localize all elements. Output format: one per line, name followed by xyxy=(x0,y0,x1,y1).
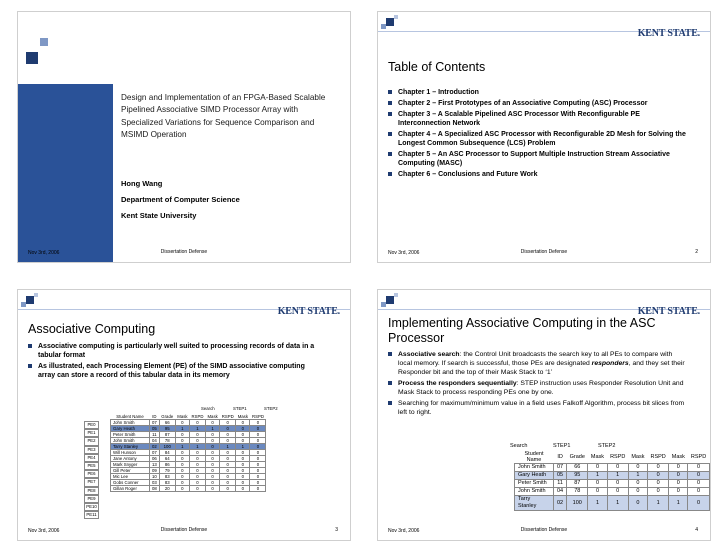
footer-title: Dissertation Defense xyxy=(520,527,568,533)
table-cell: 0 xyxy=(220,438,236,444)
table-cell: 0 xyxy=(236,438,250,444)
list-item: Chapter 3 – A Scalable Pipelined ASC Processor With Reconfigurable PE Interconnection Network xyxy=(388,110,688,128)
table-cell: 0 xyxy=(688,464,709,472)
group-label: STEP2 xyxy=(598,443,616,449)
table-cell: 10 xyxy=(150,474,160,480)
table-cell: 0 xyxy=(205,486,219,492)
table-cell: 1 xyxy=(607,496,628,511)
presentation-title: Design and Implementation of an FPGA-Based Scalable Pipelined Associative SIMD Processor Array with Specialized Variations for Sequence Comparison and MSIMD Operation xyxy=(121,93,326,139)
table-cell: 0 xyxy=(220,450,236,456)
group-label: STEP1 xyxy=(553,443,571,449)
table-cell: 03 xyxy=(150,480,160,486)
table-cell: 11 xyxy=(554,480,567,488)
table-cell: 84 xyxy=(159,450,175,456)
table-cell: 0 xyxy=(250,480,266,486)
table-cell: 0 xyxy=(236,450,250,456)
pe-label: PE4 xyxy=(84,454,99,462)
table-cell: 0 xyxy=(175,456,189,462)
table-cell: 0 xyxy=(250,468,266,474)
table-cell: Mic Lee xyxy=(111,474,150,480)
kent-state-logo: KENT STATE. xyxy=(637,306,700,317)
group-label: Search xyxy=(201,406,215,411)
table-cell: 07 xyxy=(150,450,160,456)
table-cell: 02 xyxy=(554,496,567,511)
table-header-row xyxy=(515,451,710,464)
table-cell: 0 xyxy=(175,468,189,474)
table-cell: 0 xyxy=(190,474,206,480)
table-cell: 0 xyxy=(220,420,236,426)
university: Kent State University xyxy=(121,211,197,220)
table-cell: 04 xyxy=(150,438,160,444)
pe-label: PE10 xyxy=(84,503,99,511)
table-cell: 0 xyxy=(250,450,266,456)
kent-state-logo: KENT STATE. xyxy=(637,28,700,39)
table-cell: Will Hunson xyxy=(111,450,150,456)
bullet-list xyxy=(388,350,688,419)
table-cell: 0 xyxy=(628,488,647,496)
column-header: Student Name xyxy=(524,451,544,463)
table-cell: 0 xyxy=(250,438,266,444)
table-cell: 64 xyxy=(159,456,175,462)
group-label: STEP2 xyxy=(264,406,278,411)
table-cell: 0 xyxy=(250,474,266,480)
pe-label: PE8 xyxy=(84,487,99,495)
footer-date: Nov 3rd, 2006 xyxy=(28,528,60,534)
table-cell: Gill Peter xyxy=(111,468,150,474)
table-cell: 0 xyxy=(250,426,266,432)
table-cell: 0 xyxy=(669,464,688,472)
table-cell: 0 xyxy=(250,462,266,468)
pe-label: PE11 xyxy=(84,511,99,519)
column-header: Mask xyxy=(631,454,645,460)
table-cell: 0 xyxy=(220,480,236,486)
column-header: ID xyxy=(152,414,157,419)
table-cell: 0 xyxy=(588,464,607,472)
table-cell: 0 xyxy=(688,480,709,488)
table-cell: 0 xyxy=(628,480,647,488)
group-label: STEP1 xyxy=(233,406,247,411)
slide-decoration xyxy=(378,12,446,42)
table-cell: 0 xyxy=(236,426,250,432)
slide-number: 2 xyxy=(695,249,698,255)
table-cell: 04 xyxy=(554,488,567,496)
table-cell: 0 xyxy=(688,488,709,496)
table-cell: 0 xyxy=(688,496,709,511)
table-cell: 0 xyxy=(190,468,206,474)
table-cell: Gillan Roger xyxy=(111,486,150,492)
bullet-list xyxy=(28,342,318,382)
table-row xyxy=(111,486,266,492)
table-cell: 1 xyxy=(628,472,647,480)
table-cell: 78 xyxy=(567,488,588,496)
table-cell: Tarry Stanley xyxy=(111,444,150,450)
table-cell: 0 xyxy=(175,480,189,486)
table-cell: 100 xyxy=(159,444,175,450)
slide-number: 4 xyxy=(695,527,698,533)
table-cell: 0 xyxy=(250,444,266,450)
table-cell: 83 xyxy=(159,480,175,486)
list-item: Searching for maximum/minimum value in a field uses Falkoff Algorithm, process bit slices from left to right. xyxy=(388,399,688,417)
column-header: Mask xyxy=(207,414,218,419)
pe-label: PE6 xyxy=(84,470,99,478)
table-row xyxy=(515,496,710,511)
column-header: RSPD xyxy=(690,454,707,460)
column-header: RSPD xyxy=(221,414,234,419)
table-cell: Gary Heath xyxy=(111,426,150,432)
table-cell: 0 xyxy=(205,432,219,438)
group-label: Search xyxy=(510,443,528,449)
table-cell: 0 xyxy=(190,456,206,462)
table-cell: 0 xyxy=(250,456,266,462)
pe-table xyxy=(110,414,266,492)
table-cell: 0 xyxy=(669,472,688,480)
table-row xyxy=(515,472,710,480)
table-cell: Gary Heath xyxy=(515,472,554,480)
table-cell: 0 xyxy=(205,450,219,456)
table-cell: 07 xyxy=(554,464,567,472)
column-header: ID xyxy=(557,454,563,460)
table-cell: 0 xyxy=(607,488,628,496)
table-cell: 0 xyxy=(220,474,236,480)
table-cell: 1 xyxy=(175,426,189,432)
slide-decoration xyxy=(18,290,86,320)
table-row xyxy=(515,464,710,472)
table-cell: 1 xyxy=(669,496,688,511)
table-cell: John Smith xyxy=(515,488,554,496)
table-cell: 0 xyxy=(250,420,266,426)
pe-label: PE1 xyxy=(84,429,99,437)
slide-1 xyxy=(17,11,351,263)
table-cell: 1 xyxy=(607,472,628,480)
table-cell: 0 xyxy=(628,496,647,511)
table-cell: 0 xyxy=(236,486,250,492)
table-cell: John Smith xyxy=(111,438,150,444)
column-header: RSPD xyxy=(610,454,626,460)
table-cell: 0 xyxy=(647,472,668,480)
list-item: Chapter 1 – Introduction xyxy=(388,88,688,97)
table-cell: 0 xyxy=(190,420,206,426)
table-cell: 0 xyxy=(236,432,250,438)
table-cell: John Smith xyxy=(111,420,150,426)
slide-2 xyxy=(377,11,711,263)
column-header: Mask xyxy=(671,454,685,460)
footer-date: Nov 3rd, 2006 xyxy=(388,528,420,534)
table-cell: 0 xyxy=(588,480,607,488)
table-row xyxy=(515,488,710,496)
pe-label: PE3 xyxy=(84,446,99,454)
table-cell: 0 xyxy=(250,432,266,438)
slide-number: 3 xyxy=(335,527,338,533)
table-cell: 0 xyxy=(220,462,236,468)
table-cell: Gobs Conner xyxy=(111,480,150,486)
author-block xyxy=(121,177,240,225)
table-cell: 0 xyxy=(220,432,236,438)
pe-label: PE9 xyxy=(84,495,99,503)
table-cell: 0 xyxy=(175,420,189,426)
table-cell: 1 xyxy=(588,472,607,480)
table-cell: 0 xyxy=(236,474,250,480)
table-cell: 08 xyxy=(150,486,160,492)
table-cell: 0 xyxy=(607,464,628,472)
table-cell: 0 xyxy=(669,488,688,496)
table-cell: 0 xyxy=(190,480,206,486)
table-cell: 0 xyxy=(175,432,189,438)
footer-title: Dissertation Defense xyxy=(520,249,568,255)
table-cell: 66 xyxy=(567,464,588,472)
table-cell: 0 xyxy=(220,426,236,432)
table-cell: 87 xyxy=(567,480,588,488)
table-cell: 0 xyxy=(190,486,206,492)
pe-column xyxy=(84,421,99,519)
table-cell: 13 xyxy=(150,462,160,468)
table-cell: 11 xyxy=(150,432,160,438)
table-cell: 83 xyxy=(159,474,175,480)
table-cell: 1 xyxy=(190,444,206,450)
pe-label: PE0 xyxy=(84,421,99,429)
table-cell: 1 xyxy=(588,496,607,511)
column-header: Grade xyxy=(161,414,174,419)
pe-label: PE7 xyxy=(84,478,99,486)
table-cell: 1 xyxy=(175,444,189,450)
footer-date: Nov 3rd, 2006 xyxy=(28,250,60,256)
table-cell: Peter Smith xyxy=(111,432,150,438)
list-item: Chapter 4 – A Specialized ASC Processor with Reconfigurable 2D Mesh for Solving the Longest Common Subsequence (LCS) Problem xyxy=(388,130,688,148)
title-sidebar xyxy=(18,12,113,262)
table-cell: 1 xyxy=(647,496,668,511)
table-cell: 0 xyxy=(205,438,219,444)
list-item: Associative computing is particularly well suited to processing records of data in a tabular format xyxy=(28,342,318,360)
table-cell: 07 xyxy=(150,420,160,426)
table-cell: 79 xyxy=(159,468,175,474)
table-cell: Peter Smith xyxy=(515,480,554,488)
table-cell: 0 xyxy=(175,450,189,456)
table-cell: 06 xyxy=(150,456,160,462)
slide-3 xyxy=(17,289,351,541)
table-cell: 0 xyxy=(190,450,206,456)
table-cell: 09 xyxy=(150,468,160,474)
table-cell: 1 xyxy=(190,426,206,432)
table-cell: 0 xyxy=(175,486,189,492)
table-cell: 0 xyxy=(205,420,219,426)
table-cell: 0 xyxy=(688,472,709,480)
column-header: RSPD xyxy=(251,414,264,419)
table-cell: 0 xyxy=(236,420,250,426)
kent-state-logo: KENT STATE. xyxy=(277,306,340,317)
department: Department of Computer Science xyxy=(121,195,240,204)
slide-title: Associative Computing xyxy=(28,322,156,336)
table-cell: 0 xyxy=(190,438,206,444)
table-cell: 0 xyxy=(205,462,219,468)
table-cell: Jane Antony xyxy=(111,456,150,462)
table-cell: 78 xyxy=(159,438,175,444)
table-cell: 1 xyxy=(220,444,236,450)
table-cell: 0 xyxy=(236,462,250,468)
table-cell: Tarry Stanley xyxy=(515,496,554,511)
list-item: Chapter 2 – First Prototypes of an Associative Computing (ASC) Processor xyxy=(388,99,688,108)
slide-title: Table of Contents xyxy=(388,60,486,74)
table-cell: 0 xyxy=(647,488,668,496)
column-header: RSPD xyxy=(650,454,666,460)
author-name: Hong Wang xyxy=(121,179,163,188)
table-cell: 95 xyxy=(567,472,588,480)
table-cell: 100 xyxy=(567,496,588,511)
pe-label: PE2 xyxy=(84,437,99,445)
table-cell: 0 xyxy=(205,480,219,486)
table-cell: 0 xyxy=(205,474,219,480)
table-cell: 20 xyxy=(159,486,175,492)
list-item: Associative search: the Control Unit broadcasts the search key to all PEs to compare with local memory. If search is successful, those PEs are designated responders, and they set their Responder bit and the top of their Mask Stack to ‘1’ xyxy=(388,350,688,377)
table-cell: 0 xyxy=(669,480,688,488)
table-cell: 0 xyxy=(190,462,206,468)
table-cell: 0 xyxy=(205,444,219,450)
column-header: Grade xyxy=(569,454,585,460)
slide-4 xyxy=(377,289,711,541)
column-header: Mask xyxy=(590,454,605,460)
table-cell: 05 xyxy=(150,426,160,432)
list-item: Process the responders sequentially: STEP instruction uses Responder Resolution Unit and Mask Stack to process responding PEs one by one. xyxy=(388,379,688,397)
table-cell: 0 xyxy=(190,432,206,438)
list-item: As illustrated, each Processing Element (PE) of the SIMD associative computing array can store a record of this tabular data in its memory xyxy=(28,362,318,380)
table-row xyxy=(515,480,710,488)
table-cell: 0 xyxy=(236,456,250,462)
table-cell: Mark Snyger xyxy=(111,462,150,468)
table-cell: 0 xyxy=(175,438,189,444)
table-cell: 95 xyxy=(159,426,175,432)
table-cell: 0 xyxy=(647,464,668,472)
table-cell: 0 xyxy=(250,486,266,492)
footer-title: Dissertation Defense xyxy=(160,249,208,255)
table-cell: 66 xyxy=(159,420,175,426)
table-cell: 02 xyxy=(150,444,160,450)
table-cell: 0 xyxy=(220,468,236,474)
table-cell: 0 xyxy=(175,474,189,480)
table-cell: 1 xyxy=(236,444,250,450)
column-header: Mask xyxy=(237,414,248,419)
slide-title: Implementing Associative Computing in the ASC Processor xyxy=(388,316,656,345)
table-cell: 87 xyxy=(159,432,175,438)
column-header: Mask xyxy=(177,414,188,419)
table-cell: 1 xyxy=(205,426,219,432)
table-cell: John Smith xyxy=(515,464,554,472)
footer-date: Nov 3rd, 2006 xyxy=(388,250,420,256)
student-table xyxy=(514,451,710,511)
table-cell: 0 xyxy=(205,456,219,462)
footer-title: Dissertation Defense xyxy=(160,527,208,533)
table-cell: 0 xyxy=(647,480,668,488)
column-header: RSPD xyxy=(191,414,204,419)
table-cell: 0 xyxy=(220,486,236,492)
table-cell: 0 xyxy=(628,464,647,472)
table-cell: 0 xyxy=(588,488,607,496)
column-header: Student Name xyxy=(116,414,144,419)
table-cell: 0 xyxy=(220,456,236,462)
table-cell: 05 xyxy=(554,472,567,480)
table-cell: 0 xyxy=(607,480,628,488)
table-cell: 0 xyxy=(175,462,189,468)
list-item: Chapter 6 – Conclusions and Future Work xyxy=(388,170,688,179)
table-cell: 0 xyxy=(205,468,219,474)
table-cell: 0 xyxy=(236,480,250,486)
toc-list xyxy=(388,88,688,181)
table-cell: 86 xyxy=(159,462,175,468)
list-item: Chapter 5 – An ASC Processor to Support Multiple Instruction Stream Associative Computing (MASC) xyxy=(388,150,688,168)
pe-label: PE5 xyxy=(84,462,99,470)
table-cell: 0 xyxy=(236,468,250,474)
